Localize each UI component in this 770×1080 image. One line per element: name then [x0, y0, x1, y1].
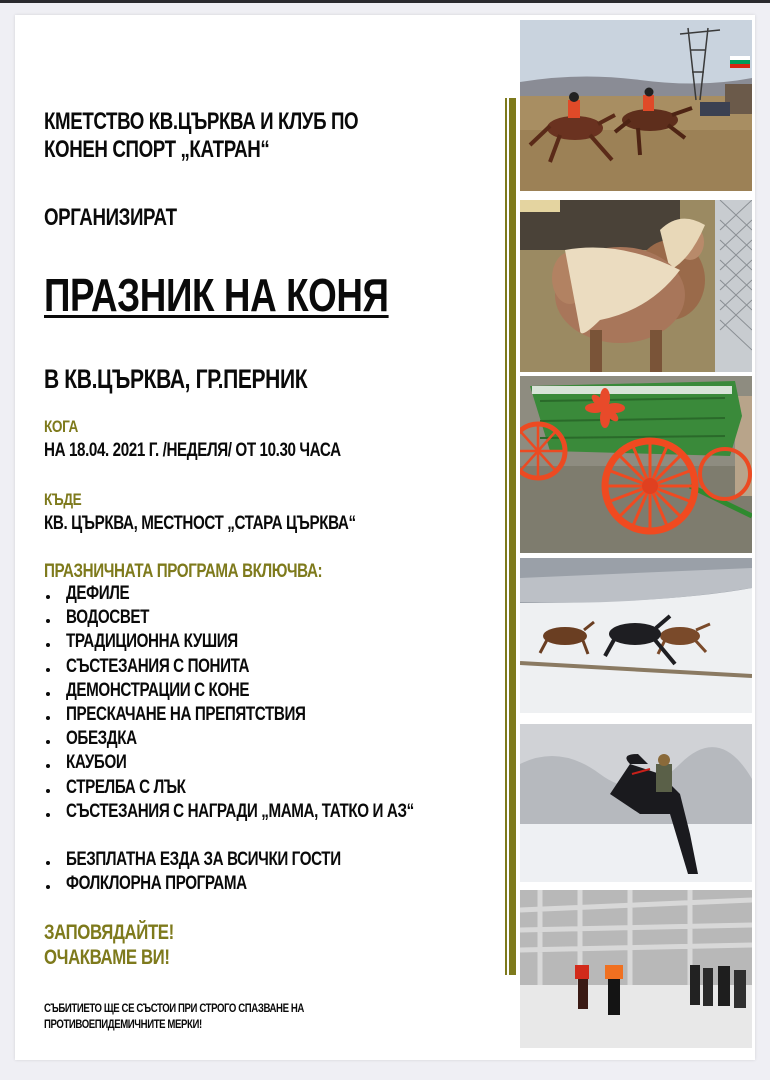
program-item	[44, 630, 484, 654]
organize-verb: ОРГАНИЗИРАТ	[44, 204, 177, 231]
where-label: КЪДЕ	[44, 490, 82, 509]
program-label: ПРАЗНИЧНАТА ПРОГРАМА ВКЛЮЧВА:	[44, 561, 323, 582]
program-item-text: БЕЗПЛАТНА ЕЗДА ЗА ВСИЧКИ ГОСТИ	[66, 849, 341, 871]
program-item-text: ДЕМОНСТРАЦИИ С КОНЕ	[66, 679, 250, 701]
bullet-icon	[46, 668, 50, 672]
when-label: КОГА	[44, 417, 78, 436]
notice-line-2: ПРОТИВОЕПИДЕМИЧНИТЕ МЕРКИ!	[44, 1017, 202, 1031]
bullet-icon	[46, 619, 50, 623]
program-item-text: СЪСТЕЗАНИЯ С ПОНИТА	[66, 655, 250, 677]
program-list	[44, 582, 484, 897]
organizers-heading	[44, 108, 358, 164]
covid-notice	[44, 1000, 304, 1032]
bullet-icon	[46, 643, 50, 647]
closing-line-1: ЗАПОВЯДАЙТЕ!	[44, 921, 174, 944]
organizers-line-1: КМЕТСТВО КВ.ЦЪРКВА И КЛУБ ПО	[44, 108, 359, 135]
location-city: В КВ.ЦЪРКВА, ГР.ПЕРНИК	[44, 364, 308, 394]
program-item	[44, 703, 484, 727]
winter-race-photo	[520, 890, 752, 1048]
program-item-text: ПРЕСКАЧАНЕ НА ПРЕПЯТСТВИЯ	[66, 704, 306, 726]
bullet-icon	[46, 885, 50, 889]
program-item	[44, 751, 484, 775]
program-item	[44, 800, 484, 848]
program-item	[44, 679, 484, 703]
accent-bar-thin	[505, 98, 507, 975]
bullet-icon	[46, 789, 50, 793]
program-item	[44, 582, 484, 606]
bullet-icon	[46, 692, 50, 696]
where-value: КВ. ЦЪРКВА, МЕСТНОСТ „СТАРА ЦЪРКВА“	[44, 513, 356, 534]
program-item-text: СТРЕЛБА С ЛЪК	[66, 776, 186, 798]
closing-message	[44, 920, 174, 970]
rearing-horse-photo	[520, 724, 752, 882]
program-item-text: ДЕФИЛЕ	[66, 583, 130, 604]
program-item	[44, 872, 484, 896]
closing-line-2: ОЧАКВАМЕ ВИ!	[44, 946, 170, 969]
program-item-text: КАУБОИ	[66, 752, 127, 774]
program-item	[44, 655, 484, 679]
bullet-icon	[46, 861, 50, 865]
program-item-text: СЪСТЕЗАНИЯ С НАГРАДИ „МАМА, ТАТКО И АЗ“	[66, 800, 414, 822]
program-item-text: ВОДОСВЕТ	[66, 607, 150, 629]
program-item-text: ФОЛКЛОРНА ПРОГРАМА	[66, 873, 247, 895]
accent-bar-thick	[509, 98, 516, 975]
event-title: ПРАЗНИК НА КОНЯ	[44, 269, 389, 321]
bullet-icon	[46, 740, 50, 744]
organizers-line-2: КОНЕН СПОРТ „КАТРАН“	[44, 136, 270, 163]
bullet-icon	[46, 813, 50, 817]
program-item-text: ТРАДИЦИОННА КУШИЯ	[66, 631, 238, 653]
bullet-icon	[46, 764, 50, 768]
program-item	[44, 606, 484, 630]
horses-snow-photo	[520, 558, 752, 713]
notice-line-1: СЪБИТИЕТО ЩЕ СЕ СЪСТОИ ПРИ СТРОГО СПАЗВАНЕ НА	[44, 1001, 304, 1015]
program-item	[44, 727, 484, 751]
when-value: НА 18.04. 2021 Г. /НЕДЕЛЯ/ ОТ 10.30 ЧАСА	[44, 440, 341, 461]
program-item	[44, 776, 484, 800]
horse-race-photo	[520, 20, 752, 191]
ponies-photo	[520, 200, 752, 372]
bullet-icon	[46, 716, 50, 720]
cart-photo	[520, 376, 752, 553]
bullet-icon	[46, 595, 50, 599]
program-item-text: ОБЕЗДКА	[66, 728, 137, 750]
top-bar	[0, 0, 770, 3]
program-item	[44, 848, 484, 872]
